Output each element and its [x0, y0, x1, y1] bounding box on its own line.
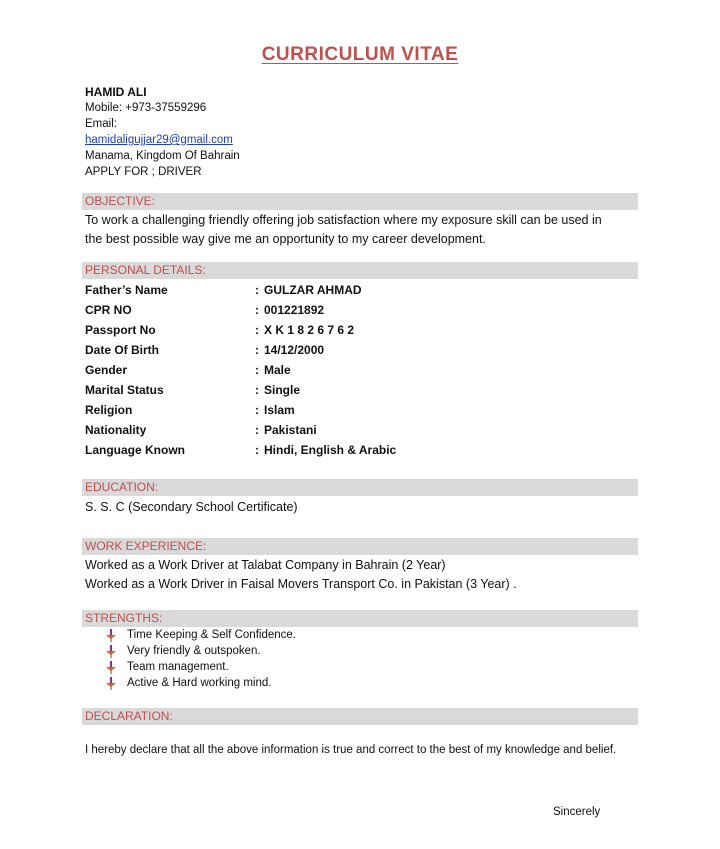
education-text: S. S. C (Secondary School Certificate) [85, 500, 298, 514]
detail-row-passport-no [85, 320, 585, 340]
objective-line: the best possible way give me an opportunity to my career development. [85, 232, 486, 246]
strengths-heading: STRENGTHS: [85, 611, 163, 625]
detail-label: Date Of Birth [85, 343, 160, 357]
objective-text [85, 211, 635, 249]
declaration-text: I hereby declare that all the above information is true and correct to the best of my knowledge and belief. [85, 744, 617, 756]
detail-row-religion [85, 400, 585, 420]
detail-value: GULZAR AHMAD [264, 283, 362, 297]
detail-colon: : [255, 343, 259, 357]
pushpin-bullet-icon [104, 644, 118, 658]
strength-item: Time Keeping & Self Confidence. [104, 627, 296, 643]
detail-value: 14/12/2000 [264, 343, 325, 357]
strength-item: Team management. [104, 659, 296, 675]
detail-colon: : [255, 283, 259, 297]
personal-heading: PERSONAL DETAILS: [85, 263, 206, 277]
detail-colon: : [255, 323, 259, 337]
detail-row-nationality [85, 420, 585, 440]
detail-colon: : [255, 403, 259, 417]
contact-block [85, 84, 240, 180]
detail-label: Gender [85, 363, 128, 377]
detail-value: Single [264, 383, 301, 397]
detail-colon: : [255, 303, 259, 317]
pushpin-bullet-icon [104, 660, 118, 674]
work-heading: WORK EXPERIENCE: [85, 539, 207, 553]
detail-colon: : [255, 383, 259, 397]
address-line: Manama, Kingdom Of Bahrain [85, 150, 240, 162]
applicant-name: HAMID ALI [85, 85, 147, 99]
detail-label: Passport No [85, 323, 156, 337]
detail-colon: : [255, 363, 259, 377]
mobile-line: Mobile: +973-37559296 [85, 102, 207, 114]
detail-row-date-of-birth [85, 340, 585, 360]
detail-row-language-known [85, 440, 585, 460]
strengths-section-bar [82, 610, 638, 627]
pushpin-bullet-icon [104, 628, 118, 642]
closing-sincerely: Sincerely [553, 806, 601, 818]
objective-section-bar [82, 193, 638, 210]
detail-value: Pakistani [264, 423, 317, 437]
detail-colon: : [255, 443, 259, 457]
detail-label: CPR NO [85, 303, 132, 317]
objective-heading: OBJECTIVE: [85, 194, 156, 208]
strength-item: Active & Hard working mind. [104, 675, 296, 691]
detail-row-marital-status [85, 380, 585, 400]
detail-row-cpr-no [85, 300, 585, 320]
detail-label: Marital Status [85, 383, 164, 397]
declaration-heading: DECLARATION: [85, 709, 173, 723]
objective-line: To work a challenging friendly offering job satisfaction where my exposure skill can be used in [85, 213, 602, 227]
apply-for-line: APPLY FOR ; DRIVER [85, 166, 202, 178]
pushpin-bullet-icon [104, 676, 118, 690]
detail-value: Male [264, 363, 291, 377]
email-link[interactable]: hamidaligujjar29@gmail.com [85, 134, 233, 146]
detail-label: Father’s Name [85, 283, 168, 297]
detail-label: Nationality [85, 423, 147, 437]
work-text [85, 556, 635, 594]
strengths-list [104, 627, 296, 691]
education-section-bar [82, 479, 638, 496]
detail-colon: : [255, 423, 259, 437]
personal-details-table [85, 280, 585, 460]
work-line: Worked as a Work Driver at Talabat Company in Bahrain (2 Year) [85, 558, 446, 572]
email-label: Email: [85, 118, 117, 130]
detail-label: Language Known [85, 443, 185, 457]
detail-row-gender [85, 360, 585, 380]
detail-label: Religion [85, 403, 133, 417]
detail-value: 001221892 [264, 303, 325, 317]
detail-row-fathers-name [85, 280, 585, 300]
detail-value: Islam [264, 403, 295, 417]
detail-value: Hindi, English & Arabic [264, 443, 397, 457]
education-heading: EDUCATION: [85, 480, 159, 494]
work-line: Worked as a Work Driver in Faisal Movers Transport Co. in Pakistan (3 Year) . [85, 577, 517, 591]
strength-item: Very friendly & outspoken. [104, 643, 296, 659]
document-title: CURRICULUM VITAE [261, 44, 459, 65]
detail-value: X K 1 8 2 6 7 6 2 [264, 323, 355, 337]
